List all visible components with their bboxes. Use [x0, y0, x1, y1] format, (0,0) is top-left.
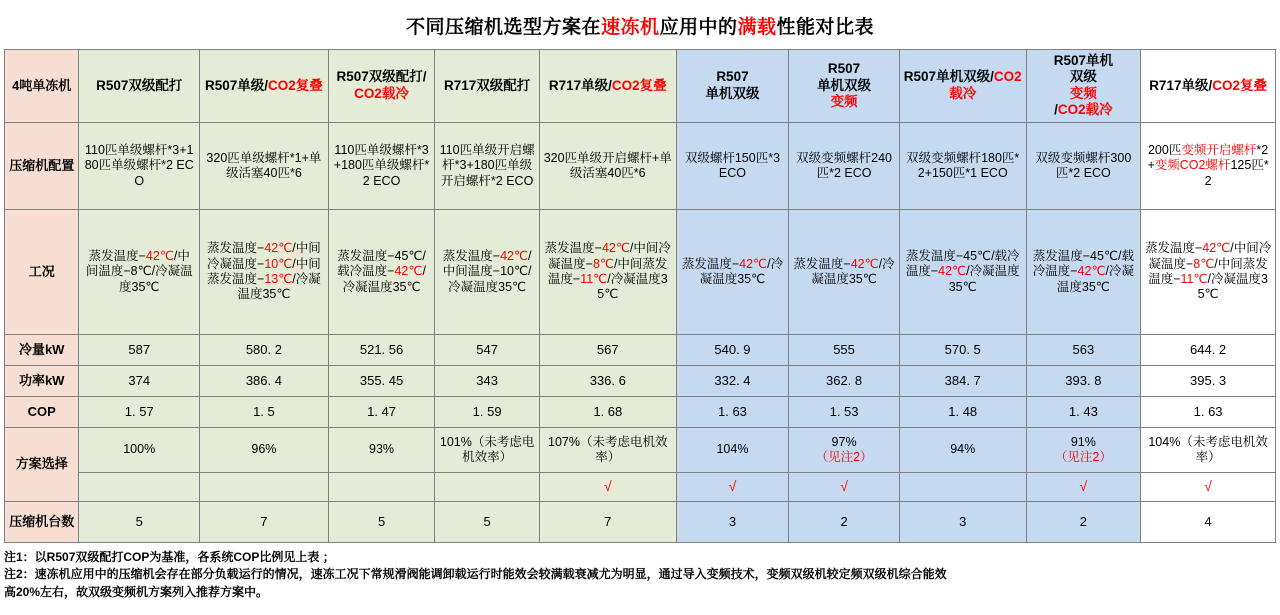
cell-cop: 1. 57 [79, 396, 200, 427]
column-header [1026, 50, 1141, 123]
condition-part: 8℃ [1193, 256, 1215, 271]
selection-value: 94% [950, 442, 976, 457]
cell-selection [1026, 427, 1141, 472]
condition-part: 蒸发温度−45℃/ [1032, 249, 1122, 263]
row-label-selection: 方案选择 [5, 427, 79, 501]
title-part3: 性能对比表 [776, 17, 875, 38]
column-header-part: 单机双级 [705, 85, 760, 101]
title-part1: 不同压缩机选型方案在 [405, 17, 601, 38]
cell-capacity: 644. 2 [1141, 334, 1276, 365]
cell-config: 320匹单级开启螺杆+单级活塞40匹*6 [539, 122, 676, 209]
column-header-part: 双级 [1069, 69, 1097, 85]
title-highlight2: 满载 [737, 17, 777, 38]
cell-condition [1141, 209, 1276, 334]
column-header-part: CO2载冷 [354, 85, 409, 101]
selection-value: 97% [831, 434, 857, 449]
cell-count: 2 [789, 501, 900, 542]
column-header-part: 变频 [830, 94, 858, 110]
footnote-2-line1: 注2：速冻机应用中的压缩机会存在部分负载运行的情况，速冻工况下常规滑阀能调卸载运行时能效会较满载衰减尤为明显，通过导入变频技术，变频双级机较定频双级机综合能效 [4, 567, 947, 582]
selection-value: 93% [369, 442, 395, 457]
cell-cop: 1. 5 [200, 396, 329, 427]
cell-power: 332. 4 [676, 365, 789, 396]
condition-part: 42℃ [264, 241, 293, 256]
selection-note: （见注2） [1054, 449, 1112, 464]
condition-part: /中间冷凝温度− [207, 241, 321, 271]
cell-capacity: 555 [789, 334, 900, 365]
cell-selection [328, 427, 435, 472]
cell-capacity: 547 [435, 334, 540, 365]
page-title [4, 12, 1276, 39]
column-header-part: CO2复叠 [1212, 77, 1267, 93]
condition-part: /中间温度−10℃/ [442, 249, 532, 279]
cell-capacity: 563 [1026, 334, 1141, 365]
cell-power: 386. 4 [200, 365, 329, 396]
cell-config: 双级变频螺杆240匹*2 ECO [789, 122, 900, 209]
cell-cop: 1. 53 [789, 396, 900, 427]
condition-part: 42℃ [938, 264, 967, 279]
condition-part: 载冷温度− [337, 264, 395, 279]
cell-check [328, 472, 435, 501]
config-part: 200匹 [1147, 143, 1182, 157]
cell-count: 4 [1141, 501, 1276, 542]
cell-capacity: 587 [79, 334, 200, 365]
column-header-part: R507 [716, 69, 749, 85]
condition-part: /中间温度−8℃/ [85, 249, 190, 279]
row-label-condition: 工况 [5, 209, 79, 334]
column-header-part: 变频 [1069, 85, 1097, 101]
cell-count: 5 [79, 501, 200, 542]
condition-part: /中间蒸发温度− [1148, 256, 1268, 286]
column-header-part: R507双级配打 [96, 77, 183, 93]
cell-config: 320匹单级螺杆*1+单级活塞40匹*6 [200, 122, 329, 209]
column-header-part: CO2复叠 [611, 77, 667, 93]
condition-part: /冷凝温度35℃ [1197, 271, 1268, 302]
cell-selection [676, 427, 789, 472]
selection-value: 91% [1070, 434, 1096, 449]
column-header-part: / [1054, 102, 1058, 118]
table-header-row [5, 50, 1276, 123]
cell-config [1141, 122, 1276, 209]
condition-part: 10℃ [264, 256, 293, 271]
cell-capacity: 570. 5 [899, 334, 1026, 365]
cell-selection [200, 427, 329, 472]
condition-part: 42℃ [1202, 241, 1231, 256]
cell-config: 110匹单级开启螺杆*3+180匹单级开启螺杆*2 ECO [435, 122, 540, 209]
row-label-cop: COP [5, 396, 79, 427]
cell-count: 7 [539, 501, 676, 542]
title-part2: 应用中的 [659, 17, 738, 38]
column-header-part: R717单级/ [548, 77, 612, 93]
title-highlight1: 速冻机 [600, 17, 660, 38]
cell-cop: 1. 48 [899, 396, 1026, 427]
cell-count: 2 [1026, 501, 1141, 542]
cell-selection [789, 427, 900, 472]
condition-part: 载冷温度− [1032, 249, 1134, 279]
column-header-part: R507 [827, 61, 861, 77]
cell-cop: 1. 63 [1141, 396, 1276, 427]
cell-check: √ [539, 472, 676, 501]
footnote-2-line2: 高20%左右，故双级变频机方案列入推荐方案中。 [4, 584, 269, 599]
condition-part: 42℃ [1077, 264, 1106, 279]
condition-part: 蒸发温度− [207, 241, 265, 256]
condition-part: /中间蒸发温度− [547, 256, 668, 286]
cell-capacity: 567 [539, 334, 676, 365]
cell-condition [789, 209, 900, 334]
cell-cop: 1. 43 [1026, 396, 1141, 427]
condition-part: 冷凝温度35℃ [448, 279, 527, 294]
column-header [1141, 50, 1276, 123]
cell-selection [435, 427, 540, 472]
cell-condition [200, 209, 329, 334]
config-part: 变频CO2螺杆 [1154, 158, 1231, 173]
row-label-power: 功率kW [5, 365, 79, 396]
cell-check [200, 472, 329, 501]
cell-check [435, 472, 540, 501]
cell-condition [79, 209, 200, 334]
cell-count: 3 [899, 501, 1026, 542]
config-part: 变频开启螺杆 [1181, 143, 1257, 157]
cell-power: 343 [435, 365, 540, 396]
selection-value: 104%（未考虑电机效率） [1148, 434, 1268, 464]
cell-capacity: 521. 56 [328, 334, 435, 365]
column-header-part: R717单级/ [1149, 77, 1213, 93]
column-header-part: CO2复叠 [268, 77, 323, 93]
cell-count: 5 [435, 501, 540, 542]
cell-cop: 1. 59 [435, 396, 540, 427]
condition-part: 冷凝温度35℃ [699, 256, 784, 286]
cell-check: √ [789, 472, 900, 501]
column-header [676, 50, 789, 123]
cell-config: 双级螺杆150匹*3 ECO [676, 122, 789, 209]
column-header-part: 单机双级 [817, 77, 872, 93]
condition-part: 42℃ [145, 249, 174, 263]
condition-part: 42℃ [394, 264, 423, 279]
column-header-part: R507单机 [1053, 53, 1113, 68]
cell-count: 5 [328, 501, 435, 542]
condition-part: /冷凝温度35℃ [1056, 264, 1134, 294]
column-header [789, 50, 900, 123]
condition-part: /冷凝温度35℃ [948, 264, 1020, 294]
selection-value: 96% [251, 442, 277, 457]
condition-part: 13℃ [264, 271, 293, 286]
column-header [328, 50, 435, 123]
condition-part: 蒸发温度−45℃/ [337, 249, 426, 263]
column-header [200, 50, 329, 123]
cell-check: √ [1026, 472, 1141, 501]
condition-part: / [878, 256, 883, 271]
condition-part: 42℃ [601, 241, 630, 256]
column-header-part: R507单级/ [205, 77, 269, 93]
cell-config: 双级变频螺杆180匹*2+150匹*1 ECO [899, 122, 1026, 209]
cell-condition [676, 209, 789, 334]
cell-capacity: 540. 9 [676, 334, 789, 365]
comparison-table [4, 49, 1276, 543]
column-header-part: CO2载冷 [949, 69, 1022, 101]
column-header-part: R717双级配打 [443, 77, 531, 93]
selection-value: 107%（未考虑电机效率） [548, 434, 668, 464]
condition-part: 42℃ [850, 256, 879, 271]
cell-selection [79, 427, 200, 472]
table-row-condition [5, 209, 1276, 334]
column-header-part: CO2载冷 [1057, 102, 1113, 118]
cell-check [79, 472, 200, 501]
cell-power: 393. 8 [1026, 365, 1141, 396]
condition-part: 11℃ [580, 271, 608, 286]
condition-part: /中间冷凝温度− [548, 241, 671, 271]
config-part: *2+ [1147, 143, 1269, 173]
table-row-capacity [5, 334, 1276, 365]
header-corner: 4吨单冻机 [5, 50, 79, 123]
column-header [79, 50, 200, 123]
condition-part: 载冷温度− [905, 249, 1020, 279]
table-row-check [5, 472, 1276, 501]
cell-check: √ [1141, 472, 1276, 501]
condition-part: 11℃ [1180, 271, 1208, 286]
cell-condition [539, 209, 676, 334]
column-header-part: R507双级配打/ [336, 69, 427, 85]
table-row-selection [5, 427, 1276, 472]
cell-selection [539, 427, 676, 472]
selection-note: （见注2） [815, 449, 873, 464]
cell-capacity: 580. 2 [200, 334, 329, 365]
column-header-part: R507单机双级/ [903, 69, 994, 85]
cell-power: 395. 3 [1141, 365, 1276, 396]
cell-config: 双级变频螺杆300匹*2 ECO [1026, 122, 1141, 209]
selection-value: 101%（未考虑电机效率） [439, 434, 535, 464]
condition-part: 42℃ [739, 256, 768, 271]
condition-part: 蒸发温度− [1144, 241, 1203, 256]
condition-part: /冷凝温度35℃ [342, 264, 426, 294]
cell-check: √ [676, 472, 789, 501]
condition-part: 蒸发温度− [681, 256, 740, 271]
condition-part: / [767, 256, 771, 271]
cell-condition [1026, 209, 1141, 334]
table-row-count [5, 501, 1276, 542]
condition-part: 8℃ [592, 256, 614, 271]
cell-power: 336. 6 [539, 365, 676, 396]
config-part: 125匹*2 [1204, 158, 1269, 188]
cell-config: 110匹单级螺杆*3+180匹单级螺杆*2 ECO [79, 122, 200, 209]
cell-count: 3 [676, 501, 789, 542]
cell-cop: 1. 68 [539, 396, 676, 427]
condition-part: 冷凝温度35℃ [119, 264, 193, 294]
cell-power: 384. 7 [899, 365, 1026, 396]
column-header [435, 50, 540, 123]
column-header [899, 50, 1026, 123]
condition-part: 蒸发温度− [442, 249, 501, 263]
footnote-1: 注1：以R507双级配打COP为基准，各系统COP比例见上表 ； [4, 549, 335, 564]
cell-power: 374 [79, 365, 200, 396]
table-row-power [5, 365, 1276, 396]
selection-value: 104% [716, 442, 749, 457]
condition-part: 蒸发温度− [793, 256, 851, 271]
row-label-capacity: 冷量kW [5, 334, 79, 365]
condition-part: /中间冷凝温度− [1148, 241, 1272, 271]
cell-power: 355. 45 [328, 365, 435, 396]
cell-power: 362. 8 [789, 365, 900, 396]
cell-cop: 1. 47 [328, 396, 435, 427]
condition-part: /中间蒸发温度− [207, 256, 321, 286]
row-label-count: 压缩机台数 [5, 501, 79, 542]
column-header [539, 50, 676, 123]
cell-selection [1141, 427, 1276, 472]
selection-value: 100% [123, 442, 156, 457]
table-row-cop [5, 396, 1276, 427]
cell-config: 110匹单级螺杆*3+180匹单级螺杆*2 ECO [328, 122, 435, 209]
condition-part: /冷凝温度35℃ [237, 271, 321, 302]
row-label-config: 压缩机配置 [5, 122, 79, 209]
condition-part: 42℃ [500, 249, 529, 263]
cell-cop: 1. 63 [676, 396, 789, 427]
cell-condition [899, 209, 1026, 334]
cell-selection [899, 427, 1026, 472]
cell-condition [328, 209, 435, 334]
condition-part: /冷凝温度35℃ [597, 271, 668, 302]
condition-part: 蒸发温度− [88, 249, 146, 263]
condition-part: 冷凝温度35℃ [811, 256, 895, 286]
footnotes [4, 549, 1276, 601]
cell-check [899, 472, 1026, 501]
condition-part: 蒸发温度− [544, 241, 602, 256]
table-row-config [5, 122, 1276, 209]
cell-condition [435, 209, 540, 334]
condition-part: 蒸发温度−45℃/ [905, 249, 995, 263]
cell-count: 7 [200, 501, 329, 542]
